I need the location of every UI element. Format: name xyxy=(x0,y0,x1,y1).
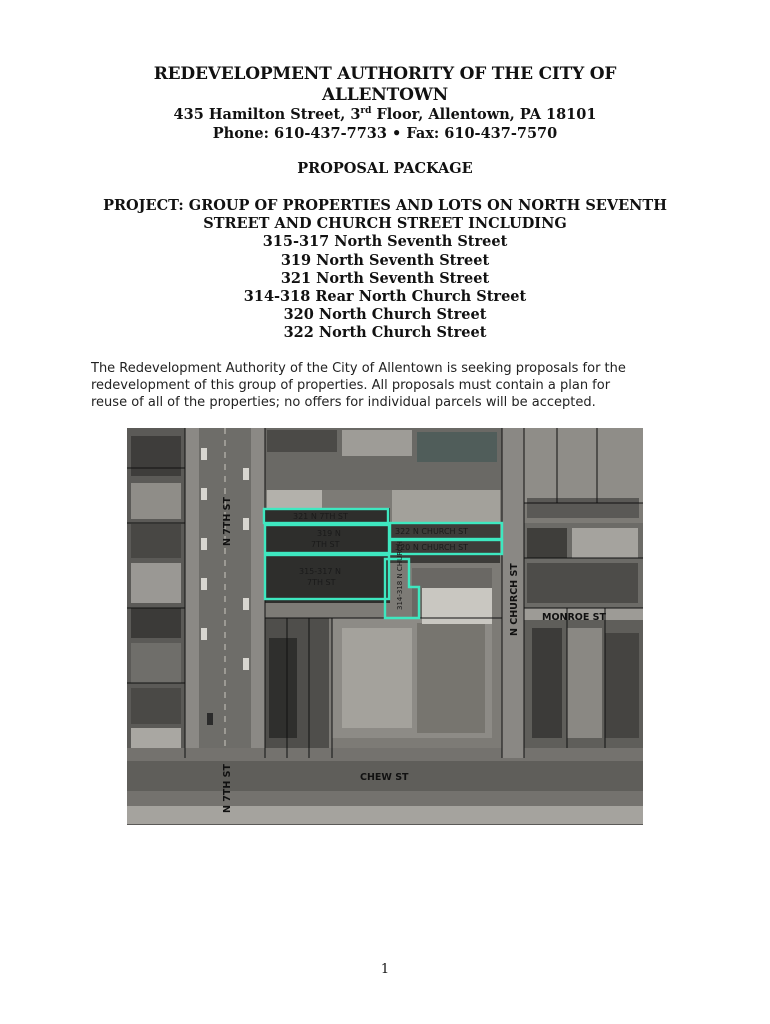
project-block xyxy=(0,197,770,343)
property-item: 319 North Seventh Street xyxy=(280,251,490,269)
parcel-label-315-a: 315-317 N xyxy=(299,567,341,576)
parcel-label-314: 314-318 N CHURCH xyxy=(396,541,404,610)
street-label-n-church: N CHURCH ST xyxy=(509,563,520,636)
paragraph-line: reuse of all of the properties; no offers for individual parcels will be accepted. xyxy=(91,395,596,410)
parcel-label-319-b: 7TH ST xyxy=(311,540,340,549)
parcel-label-315-b: 7TH ST xyxy=(307,578,336,587)
street-label-monroe: MONROE ST xyxy=(542,612,606,623)
street-label-n7th-lower: N 7TH ST xyxy=(222,764,233,813)
address-sup: rd xyxy=(360,106,372,117)
parcel-label-321: 321 N 7TH ST xyxy=(293,512,348,521)
street-label-chew: CHEW ST xyxy=(360,772,409,783)
org-line-2: ALLENTOWN xyxy=(322,85,448,105)
right-building-block xyxy=(524,428,643,748)
left-building-block xyxy=(127,428,185,758)
page-number: 1 xyxy=(380,962,390,977)
property-item: 314-318 Rear North Church Street xyxy=(243,288,527,306)
project-title-line-1: PROJECT: GROUP OF PROPERTIES AND LOTS ON NORTH SEVENTH xyxy=(103,197,667,214)
phone-fax-line: Phone: 610-437-7733 • Fax: 610-437-7570 xyxy=(212,125,558,142)
property-item: 321 North Seventh Street xyxy=(280,269,490,287)
org-line-1: REDEVELOPMENT AUTHORITY OF THE CITY OF xyxy=(153,64,617,84)
property-item: 322 North Church Street xyxy=(283,324,487,342)
property-item: 320 North Church Street xyxy=(283,306,487,324)
doc-type-heading: PROPOSAL PACKAGE xyxy=(297,160,473,177)
paragraph-line: The Redevelopment Authority of the City of Allentown is seeking proposals for the xyxy=(91,361,626,376)
intro-paragraph xyxy=(91,360,691,411)
paragraph-line: redevelopment of this group of properties. All proposals must contain a plan for xyxy=(91,378,611,393)
address-line xyxy=(0,105,770,124)
property-item: 315-317 North Seventh Street xyxy=(262,233,508,251)
parcel-label-322: 322 N CHURCH ST xyxy=(395,527,469,536)
street-label-n7th-upper: N 7TH ST xyxy=(222,497,233,546)
address-city: Floor, Allentown, PA 18101 xyxy=(371,106,597,123)
project-title-line-2: STREET AND CHURCH STREET INCLUDING xyxy=(203,215,567,233)
organization-title xyxy=(0,64,770,106)
aerial-parcel-map xyxy=(127,428,643,825)
parcel-label-320: 320 N CHURCH ST xyxy=(395,543,469,552)
contact-block xyxy=(0,105,770,143)
parcel-label-319-a: 319 N xyxy=(317,529,341,538)
address-street: 435 Hamilton Street, 3 xyxy=(173,106,361,123)
